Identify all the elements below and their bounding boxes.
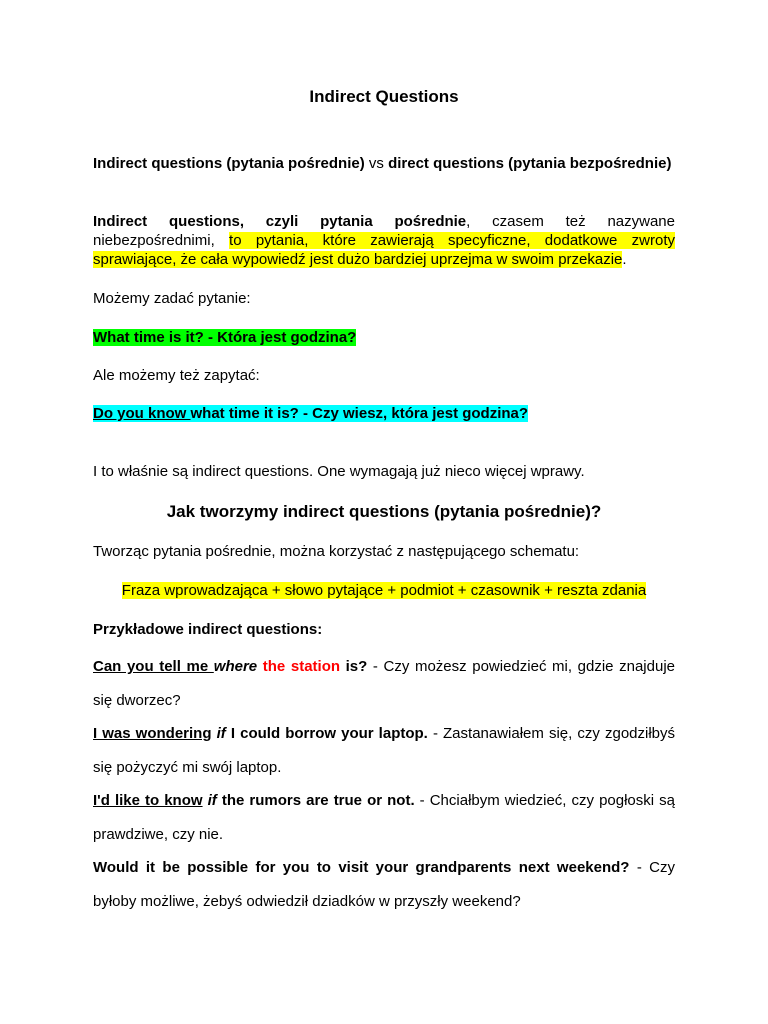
do-you-know-phrase: Do you know <box>93 405 191 422</box>
example-3-question-word: if <box>207 792 217 809</box>
example-4-translation: - Czy byłoby możliwe, żebyś odwiedził dziadków w przyszły weekend? <box>93 859 675 910</box>
example-1-subject: the station <box>257 658 341 675</box>
example-3-phrase: I'd like to know <box>93 792 203 809</box>
example-3-translation: - Chciałbym wiedzieć, czy pogłoski są prawdziwe, czy nie. <box>93 792 675 843</box>
indirect-example <box>93 404 675 423</box>
definition-highlight: to pytania, które zawierają specyficzne, dodatkowe zwroty sprawiające, że cała wypowiedź jest dużo bardziej uprzejma w swoim przekazie <box>93 232 675 268</box>
example-4-question: Would it be possible for you to visit your grandparents next weekend? <box>93 859 630 876</box>
formula <box>0 581 768 600</box>
examples-heading: Przykładowe indirect questions: <box>93 621 323 638</box>
direct-term: direct questions (pytania bezpośrednie) <box>388 155 672 172</box>
section-lead: Tworząc pytania pośrednie, można korzystać z następującego schematu: <box>93 543 580 560</box>
indirect-example-text <box>93 405 528 422</box>
section-heading: Jak tworzymy indirect questions (pytania pośrednie)? <box>166 502 602 521</box>
example-1-phrase: Can you tell me <box>93 658 214 675</box>
definition-text: , czasem też nazywane niebezpośrednimi, <box>93 213 675 249</box>
definition-term: Indirect questions, czyli pytania pośrednie <box>93 213 467 230</box>
direct-example-text: What time is it? - Która jest godzina? <box>93 329 357 346</box>
example-2-translation: - Zastanawiałem się, czy zgodziłbyś się pożyczyć mi swój laptop. <box>93 725 676 776</box>
indirect-term: Indirect questions (pytania pośrednie) <box>93 155 365 172</box>
definition-end: . <box>622 251 627 268</box>
example-2-rest: I could borrow your laptop. <box>225 725 428 742</box>
example-4 <box>93 851 675 919</box>
indirect-example-rest: what time it is? - Czy wiesz, która jest godzina? <box>190 405 529 422</box>
example-1 <box>93 650 675 718</box>
vs-text: vs <box>364 155 389 172</box>
intro-paragraph-2 <box>93 212 675 269</box>
example-2-phrase: I was wondering <box>93 725 212 742</box>
intro-paragraph-7: I to właśnie są indirect questions. One wymagają już nieco więcej wprawy. <box>93 463 585 480</box>
intro-paragraph-5: Ale możemy też zapytać: <box>93 367 260 384</box>
example-2-question-word: if <box>216 725 226 742</box>
example-3-rest: the rumors are true or not. <box>216 792 415 809</box>
formula-text: Fraza wprowadzająca + słowo pytające + podmiot + czasownik + reszta zdania <box>121 582 647 599</box>
direct-example <box>93 328 675 347</box>
example-1-verb: is? <box>340 658 368 675</box>
page-title: Indirect Questions <box>309 87 459 106</box>
intro-paragraph-1 <box>93 154 675 173</box>
example-3 <box>93 784 675 852</box>
example-1-translation: - Czy możesz powiedzieć mi, gdzie znajduje się dworzec? <box>93 658 675 709</box>
example-2 <box>93 717 675 785</box>
example-1-question-word: where <box>213 658 258 675</box>
intro-paragraph-3: Możemy zadać pytanie: <box>93 290 251 307</box>
